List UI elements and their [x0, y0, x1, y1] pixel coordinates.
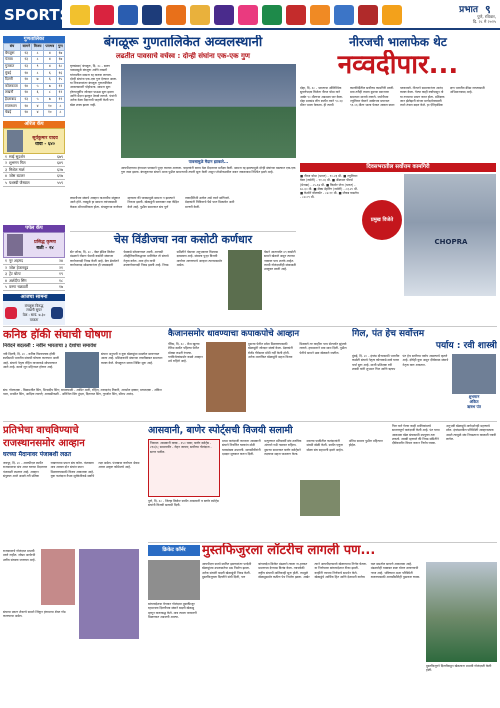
team-logo-icon: [262, 5, 282, 25]
stat-cell: ४: [43, 50, 56, 57]
stat-cell: ६: [32, 90, 44, 97]
rank: १: [5, 258, 7, 263]
neeraj-photo: [404, 174, 496, 296]
right-column-body: गिल याने गेल्या काही मालिकांमध्ये सातत्यपूर्ण फलंदाजी केली आहे. पंत याचा आक्रमक खेळ संघासाठी उपयुक्त ठरू शकतो. शास्त्री म्हणाले की निवड समितीने दीर्घकालीन विचार करून निर्णय घ्यावा. अनुभवी खेळाडूंचे मार्गदर्शनही महत्त्वाचे ठरेल. इंग्लंडमधील परिस्थिती आव्हानात्मक असते त्यामुळे संघ निवडताना काळजी घ्यावी लागेल.: [392, 424, 496, 446]
rank: ३: [5, 166, 7, 172]
story3-body: दोहा, दि. २८ - भारताचा ऑलिम्पिक सुवर्णपदक विजेता नीरज चोप्रा याने अखेर ९० मीटरचा अडथळा पार केला. दोहा डायमंड लीग स्पर्धेत त्याने ९०.२३ मीटर भाला फेकला. ही त्याची कारकीर्दीतील सर्वोत्तम कामगिरी ठरली. मात्र तरीही त्याला दुसऱ्या स्थानावर समाधान मानावे लागले. जर्मनीच्या ज्युलियन वेबरने अखेरच्या प्रयत्नात ९१.०६ मीटर भाला फेकत अव्वल स्थान पटकावले. नीरजने सामन्यानंतर आनंद व्यक्त केला. गेल्या काही वर्षांपासून तो या टप्प्याचा प्रयत्न करत होता. प्रशिक्षक जान झेलेझनी यांच्या मार्गदर्शनाखाली त्याने तंत्रात बदल केले. हा ऐतिहासिक क्षण भारतीय क्रीडा जगतासाठी अभिमानास्पद आहे.: [300, 86, 485, 108]
story9-body: आयपीएल स्पर्धा स्थगित झाल्यानंतर परदेशी खेळाडूंच्या उपलब्धतेचा प्रश्न निर्माण झाला. अनेक संघांनी बदली खेळाडूंची निवड केली. मुस्तफिजुरला दिल्लीने संधी दिली, पण बांगलादेश क्रिकेट मंडळाने त्याला ना-हरकत प्रमाणपत्र देण्यास विलंब केला. त्याचवेळी राष्ट्रीय संघाची मालिकाही सुरू होती. त्यामुळे खेळाडूसमोर कठीण पेच निर्माण झाला. अखेर त्याने आयपीएलमध्ये खेळण्याचा निर्णय घेतला. या निर्णयावर बांगलादेशात टीका झाली. काहींनी त्याच्या निर्णयाचे समर्थन केले. खेळाडूंचे आर्थिक हित आणि देशाप्रती कर्तव्य यात समतोल साधणे आवश्यक आहे. मंडळानेही याबाबत स्पष्ट धोरण ठरवण्याची गरज आहे. भविष्यात अशा परिस्थिती टाळण्यासाठी आयसीसीनेही पुढाकार घ्यावा.: [202, 562, 421, 579]
page-number: ९: [485, 3, 491, 16]
caption-line: अंकित: [469, 399, 479, 404]
col-header: संघ: [4, 44, 21, 51]
player-name: जोस बटलर: [9, 173, 25, 179]
stat-cell: ८: [32, 70, 44, 77]
stat-cell: १६: [56, 70, 64, 77]
story9-body-right: मुस्तफिजुरने दिल्लीकडून खेळताना प्रभावी गोलंदाजी केली होती.: [426, 664, 492, 673]
story1-subhead: लढतीत पावसाचे वर्चस्व : दोन्ही संघांना एक-एक गुण: [116, 52, 250, 60]
leaderboard-row: [3, 173, 65, 180]
story3-headline: नव्वदीपार...: [337, 50, 459, 80]
player-name: यशस्वी जैस्वाल: [9, 179, 30, 185]
story9-photo: [426, 562, 497, 662]
story6-headline-2: पर्याय : रवी शास्त्री: [435, 341, 497, 351]
leaderboard-row: [3, 154, 65, 161]
purple-cap-value: बळी - २४: [36, 246, 54, 251]
stat-cell: १८: [56, 63, 64, 70]
points-table-row: [4, 50, 65, 57]
team-name: बेंगळूरू: [4, 50, 21, 57]
stat-cell: ५: [32, 83, 44, 90]
rank: ५: [5, 179, 7, 185]
story8-body: प्रथम फलंदाजी करताना आसवानी संघाने निर्धारित षटकांत मोठी धावसंख्या उभारली. सलामीवीरांनी दमदार सुरुवात करून दिली. प्रत्युत्तरात प्रतिस्पर्धी संघ ठराविक अंतराने गडी गमावत राहिला. दुसऱ्या सामन्यात बाणेर स्पोर्ट्सने लक्ष्याचा सहज पाठलाग केला. मधल्या फळीतील फलंदाजांनी संयमी खेळी केली. स्पर्धेत एकूण सोळा संघ सहभागी झाले आहेत. अंतिम सामना पुढील महिन्यात होईल.: [222, 439, 383, 456]
story5-photo: [206, 342, 246, 412]
stat-cell: १४: [21, 109, 32, 116]
today-match-box: [3, 301, 65, 325]
story7-body-bottom: संघाचा प्रयत्न शेवटचे सामने जिंकून हंगामाचा शेवट गोड करण्याचा असेल.: [3, 610, 66, 619]
story2-photo: [228, 250, 262, 310]
team-name: दिल्ली: [4, 76, 21, 83]
leaderboard-row: [3, 180, 65, 187]
rank: २: [5, 160, 7, 166]
jersey-name: CHOPRA: [434, 238, 468, 246]
orange-cap-title: ऑरेंज कॅप: [3, 121, 65, 128]
team-logo-icon: [118, 5, 138, 25]
points-table-row: [4, 103, 65, 110]
team-logo-icon: [94, 5, 114, 25]
story9-body-left: बांगलादेशचा वेगवान गोलंदाज मुस्तफिजुर रहमानला दिल्लीच्या संघाने बदली खेळाडू म्हणून करारबद्ध केले. मात्र त्याला परवानगी मिळण्यात अडचणी आल्या.: [148, 602, 197, 619]
purple-cap-name: प्रसिद्ध कृष्णा: [34, 240, 56, 245]
stat-cell: ८: [32, 57, 44, 64]
points-table-header: [4, 44, 65, 51]
stat-cell: १०: [43, 109, 56, 116]
stat-cell: १५: [56, 76, 64, 83]
orange-cap-leader: [3, 128, 65, 154]
leaderboard-row: [3, 278, 65, 285]
team-logo-icon: [382, 5, 402, 25]
stat-cell: १४: [21, 90, 32, 97]
player-stat: १८: [59, 277, 63, 283]
stat-cell: ८: [32, 50, 44, 57]
stat-cell: ७: [43, 96, 56, 103]
story4-body-left: नवी दिल्ली, दि. २८ - कनिष्ठ विश्वचषक हॉकी स्पर्धेसाठी भारतीय संघाची घोषणा करण्यात आली आहे. संघाचे नेतृत्व रोहित याच्याकडे सोपवण्यात आले आहे. स्पर्धा जून महिन्यात होणार आहे.: [3, 352, 59, 369]
story4-body-bottom: संघ: गोलरक्षक - बिक्रमजीत सिंग, प्रिन्सदीप सिंग; बचावफळी - आमिर अली, रोहित, शारदानंद तिवारी, अनमोल इक्का; मध्यरक्षक - अंकित पाल, मनमीत सिंग, आदित्य लालगे; आघाडीफळी - अरिजित सिंग हुंदल, दिलराज सिंग, गुरजोत सिंग, सौरभ आनंद.: [3, 388, 162, 397]
player-name: मिशेल मार्श: [9, 166, 25, 172]
team-logo-icon: [190, 5, 210, 25]
story6-caption: [452, 394, 496, 409]
stat-cell: १३: [21, 50, 32, 57]
story5-body-right: दुसऱ्या फेरीत प्रवेश मिळवण्यासाठी खेळाडूंनी जोरदार संघर्ष केला. प्रेक्षकांनी रोलँड गॅरोसवर मोठी गर्दी केली होती. अनेक मानांकित खेळाडूंनी सहज विजय मिळवले तर काहींना पाच सेटपर्यंत झुंजावे लागले. हवामानाने मात्र साथ दिली. पुढील फेरीचे सामने उद्या खेळवले जातील.: [248, 342, 347, 359]
player-stat: ६२७: [57, 166, 63, 172]
story8-box: [148, 439, 220, 497]
story7-headline-2: राजस्थानसमोर आव्हान: [3, 438, 85, 449]
team-logo-icon: [310, 5, 330, 25]
points-table-row: [4, 57, 65, 64]
player-stat: १९: [59, 271, 63, 277]
stat-cell: ४: [43, 57, 56, 64]
story1-photo-caption: पावसामुळे मैदान झाकले...: [188, 159, 229, 164]
stat-cell: ६: [43, 76, 56, 83]
player-photo: [7, 130, 23, 152]
story6-headline-1: गिल, पंत हेच सर्वोत्तम: [352, 329, 425, 339]
story3-header: [300, 35, 496, 83]
orange-cap-list: [3, 154, 65, 187]
story1-body-cols: लखनौच्या संघाचे आव्हान याआधीच संपुष्टात आले होते. त्यामुळे हा सामना त्यांच्यासाठी केवळ औपचारिकता होता. बंगळूरूचा कर्णधार म्हणाला की पावसामुळे सामना न झाल्याने निराशा झाली. खेळाडूंनी सरावावर लक्ष केंद्रित केले आहे. पुढील सामन्यात संघ पूर्ण ताकदीनिशी उतरेल असे त्याने सांगितले. प्रेक्षकांनी तिकिटाचे पैसे परत मिळावेत अशी मागणी केली.: [70, 196, 235, 209]
leaderboard-row: [3, 258, 65, 265]
story2-headline: चेस विंडीजचा नवा कसोटी कर्णधार: [113, 233, 253, 246]
rank: १: [5, 153, 7, 159]
stat-cell: ६: [43, 70, 56, 77]
stat-cell: ७: [43, 83, 56, 90]
team-name: कोलकाता: [4, 83, 21, 90]
team-name: मुंबई: [4, 70, 21, 77]
stat-cell: १०: [43, 103, 56, 110]
story4-headline: कनिष्ठ हॉकी संघाची घोषणा: [3, 328, 112, 341]
stat-cell: ८: [43, 90, 56, 97]
player-stat: १७: [59, 284, 63, 290]
player-name: अर्शदीप सिंग: [9, 277, 27, 283]
today-match-line: बंगळूरू विरुद्ध: [24, 303, 44, 308]
stat-cell: १४: [21, 83, 32, 90]
team-logo-icon: [334, 5, 354, 25]
team-logo-icon: [5, 307, 17, 319]
stat-cell: १२: [56, 83, 64, 90]
story7-body-side: राजस्थानचे गोलंदाज प्रभावी ठरले नाहीत. जोफ्रा आर्चरची उणीव संघाला जाणवत आहे.: [3, 549, 36, 562]
divider: [3, 421, 497, 422]
stat-cell: ४: [43, 63, 56, 70]
story9-kicker: क्रिकेट कॉर्नर: [148, 545, 200, 556]
leaderboard-row: [3, 284, 65, 291]
col-header: विजय: [33, 44, 42, 49]
team-name: राजस्थान: [4, 103, 21, 110]
points-table: [3, 43, 65, 117]
player-name: वरुण चक्रवर्ती: [9, 284, 28, 290]
stat-cell: ४: [32, 103, 44, 110]
stat-cell: १४: [21, 76, 32, 83]
columnist-photo: [148, 560, 200, 600]
story4-subhead: निवेदने बदलली : नवीन भारताचा ३ देशांचा समावेश: [3, 343, 97, 349]
team-logo-icon: [70, 5, 90, 25]
neeraj-box-list: ■ नीरज चोप्रा (भारत) - ९०.२३ मी. ■ ज्युलियन वेबर (जर्मनी) - ९१.०६ मी. ■ अँडरसन पीटर्स (ग्रेनाडा) - ८५.६४ मी. ■ किशोर जेना (भारत) - ७८.६० मी. ■ मॅक्स डेहनिंग (जर्मनी) - ८३.२० मी. ■ केशॉर्न वॉलकॉट - ८४.११ मी. ■ जॅकब वाडलेच - ८४.०९ मी.: [300, 174, 359, 200]
section-title: SPORTS: [0, 0, 62, 30]
points-table-row: [4, 83, 65, 90]
stat-cell: १३: [21, 63, 32, 70]
story1-photo: [121, 64, 296, 158]
story7-photo-2: [79, 549, 139, 639]
stat-cell: ११: [56, 96, 64, 103]
story4-photo: [65, 352, 99, 388]
team-name: लखनौ: [4, 90, 21, 97]
stat-cell: ८: [56, 103, 64, 110]
story7-photo-1: [41, 549, 75, 605]
team-logo-icon: [214, 5, 234, 25]
points-table-row: [4, 96, 65, 103]
stat-cell: ४: [32, 109, 44, 116]
stat-cell: ९: [32, 63, 44, 70]
winners-badge: प्रमुख विजेते: [362, 200, 402, 240]
story8-photo: [300, 480, 340, 516]
orange-cap-value: धावा - ६४०: [34, 141, 56, 147]
story7-headline-1: प्रतिभेचा वाचविण्याचे: [3, 425, 79, 436]
rank: ५: [5, 284, 7, 290]
points-table-row: [4, 76, 65, 83]
player-name: साई सुदर्शन: [9, 153, 25, 159]
stat-cell: १७: [56, 57, 64, 64]
team-name: हैदराबाद: [4, 96, 21, 103]
stat-cell: १४: [21, 103, 32, 110]
team-name: गुजरात: [4, 63, 21, 70]
player-stat: ५५९: [57, 179, 63, 185]
purple-cap-leader: [3, 232, 65, 258]
player-stat: २४: [59, 258, 63, 263]
stat-cell: १४: [21, 70, 32, 77]
story6-body: मुंबई, दि. २८ - इंग्लंड दौऱ्यासाठी भारतीय कसोटी संघाचे नेतृत्व कोणाकडे द्यावे यावर चर्चा सुरू आहे. माजी प्रशिक्षक रवी शास्त्री यांनी शुभमन गिल आणि ऋषभ पंत हेच सर्वोत्तम पर्याय असल्याचे म्हटले आहे. दोघेही युवा असून दीर्घकाळ संघाचे नेतृत्व करू शकतात.: [352, 354, 449, 371]
story1-body-col: वृत्तसंस्था/ बंगळूरू, दि. २८ - सलग पावसामुळे बंगळूरू आणि लखनौ यांच्यातील सामना रद्द करावा लागला. दोन्ही संघांना एक-एक गुण देण्यात आला. या निकालानंतर बंगळूरू गुणतालिकेत अव्वलस्थानी पोहोचला. सामना सुरू होण्यापूर्वीच जोरदार पाऊस सुरू झाला आणि मैदान झाकून ठेवावे लागले. पंचांनी अनेक वेळा मैदानाची पाहणी केली पण खेळ शक्य झाला नाही.: [70, 64, 118, 107]
today-match-title: आजचा सामना: [3, 294, 65, 301]
team-name: चेन्नई: [4, 109, 21, 116]
dateline-day: पुणे, रविवार,: [477, 14, 496, 19]
player-photo: [7, 234, 23, 256]
divider: [3, 326, 497, 327]
player-name: जोश हेजलवूड: [9, 264, 29, 270]
team-logo-icon: [142, 5, 162, 25]
points-table-title: गुणतालिका: [3, 36, 65, 43]
points-table-row: [4, 63, 65, 70]
leaderboard-row: [3, 160, 65, 167]
story6-photo: [452, 354, 496, 394]
points-table-row: [4, 109, 65, 116]
story2-side-col: चेसने आतापर्यंत ४९ कसोटी सामने खेळले असून त्याच्या नावावर पाच शतके आहेत. त्याची गोलंदाजीही संघासाठी उपयुक्त ठरली आहे.: [264, 250, 296, 272]
team-logo-icon: [238, 5, 258, 25]
neeraj-box-title: दिवसभरातील सर्वोत्तम कामगिरी: [300, 163, 496, 172]
story5-body-left: पॅरिस, दि. २८ - फ्रेंच खुल्या टेनिस स्पर्धेत पहिल्या फेरीत मोठ्या लढती रंगल्या. गतविजेत्यांसमोर कडवे आव्हान उभे राहिले आहे.: [168, 342, 203, 364]
dateline-date: दि. २८ मे २०२५: [472, 19, 496, 24]
rank: २: [5, 264, 7, 270]
today-match-line: लखनौ सुपर: [26, 308, 42, 313]
rank: ४: [5, 277, 7, 283]
leaderboard-row: [3, 265, 65, 272]
story4-body-right: संघात अनुभवी व युवा खेळाडूंचा समतोल साधण्यात आला आहे. प्रशिक्षकांनी संघाच्या तयारीबाबत समाधान व्यक्त केले. बेंगळूरूत सराव शिबिर सुरू आहे.: [101, 352, 163, 365]
col-header: सामने: [22, 44, 30, 49]
stat-cell: १३: [21, 57, 32, 64]
player-stat: २१: [59, 264, 63, 270]
story9-headline: मुस्तफिजुरला लॉटरीच लागली पण...: [202, 543, 376, 558]
divider: [70, 231, 296, 232]
team-logo-icon: [166, 5, 186, 25]
page-header: [0, 0, 500, 30]
player-name: शुभमन गिल: [9, 160, 26, 166]
story5-headline: कैजानसमोर धावण्याचा कपाकपोचे आव्हान: [168, 329, 300, 339]
player-name: नूर अहमद: [9, 258, 24, 263]
player-stat: ६४९: [57, 160, 63, 166]
story7-body: जयपूर, दि. २८ - आयपीएल स्पर्धेत राजस्थानचा संघ आज घरच्या मैदानावर पंजाबशी लढणार आहे. आव्हान संपुष्टात आले असले तरी प्रतिष्ठा राखण्याचा प्रयत्न संघ करेल. पंजाबला मात्र अव्वल दोन संघांत स्थान मिळवण्यासाठी विजय आवश्यक आहे. युवा फलंदाज वैभव सूर्यवंशीकडे सर्वांचे लक्ष असेल. पंजाबचा कर्णधार श्रेयस अय्यर उत्कृष्ट फॉर्ममध्ये आहे.: [3, 461, 140, 478]
stat-cell: १२: [56, 90, 64, 97]
story3-kicker: नीरजची भालाफेक थेट: [349, 35, 447, 49]
team-logo-icon: [286, 5, 306, 25]
stat-cell: ७: [32, 76, 44, 83]
player-stat: ६१७: [57, 173, 63, 179]
points-table-row: [4, 90, 65, 97]
story8-body-left: पुणे, दि. २८ - जिल्हा क्रिकेट स्पर्धेत आसवानी व बाणेर स्पोर्ट्स संघांनी विजयी सलामी दिली.: [148, 499, 219, 508]
player-stat: ६७९: [57, 153, 63, 159]
team-name: पंजाब: [4, 57, 21, 64]
team-logo-icon: [358, 5, 378, 25]
newspaper-brand: प्रभात: [459, 5, 478, 15]
purple-cap-title: पर्पल कॅप: [3, 225, 65, 232]
dateline: [430, 14, 496, 24]
stat-cell: १३: [21, 96, 32, 103]
leaderboard-row: [3, 271, 65, 278]
caption-line: शुभमान: [468, 394, 480, 399]
col-header: पराभव: [45, 44, 55, 49]
today-match-time: वेळ : सायं. ७.३० वाजता: [22, 312, 46, 322]
caption-line: ऋषभ पंत: [467, 404, 481, 409]
team-logo-icon: [51, 307, 63, 319]
story1-body-bottom: आयपीएलच्या हंगामात पावसाने पुन्हा व्यत्यय आणला. चाहत्यांनी बराच वेळ मैदानावर प्रतीक्षा केली. सामना रद्द झाल्यामुळे दोन्ही संघांच्या खात्यात एक-एक गुण जमा झाला. बंगळूरूच्या संघाने आता पुढील सामन्याची तयारी सुरू केली असून प्लेऑफमधील स्थान जवळपास निश्चित झाले आहे.: [121, 166, 296, 175]
story8-headline: आसवानी, बाणेर स्पोर्ट्सची विजयी सलामी: [148, 425, 293, 436]
story1-headline: बंगळूरू गुणतालिकेत अव्वलस्थानी: [103, 35, 263, 50]
story7-subhead: घरच्या मैदानावर पंजाबशी लढत: [3, 451, 72, 458]
points-table-row: [4, 70, 65, 77]
leaderboard-row: [3, 167, 65, 174]
story2-body: सेंट जॉन्स, दि. २८ - वेस्ट इंडिज क्रिकेट मंडळाने रॉस्टन चेसची कसोटी संघाच्या कर्णधारपदी निवड केली आहे. क्रेग ब्रेथवेटने कर्णधारपद सोडल्यानंतर ही जबाबदारी चेसकडे सोपवण्यात आली. आगामी ऑस्ट्रेलियाविरुद्धच्या मालिकेत तो संघाचे नेतृत्व करेल. शाय होप याची उपकर्णधारपदी निवड झाली आहे. निवड समितीने चेसच्या अनुभवावर विश्वास दाखवला आहे. संघाला पुन्हा विजयी मार्गावर आणण्याचे आव्हान त्याच्यासमोर असेल.: [70, 250, 223, 267]
rank: ४: [5, 173, 7, 179]
stat-cell: ८: [56, 109, 64, 116]
stat-cell: ५: [32, 96, 44, 103]
col-header: गुण: [58, 44, 63, 49]
purple-cap-list: [3, 258, 65, 291]
stat-cell: १७: [56, 50, 64, 57]
player-name: ट्रेंट बोल्ट: [9, 271, 21, 277]
story8-box-text: निकाल: आसवानी क्लब - २५० धावा; बाणेर स्पोर्ट्स - २१४/६; सामनावीर - रोहन जाधव; सर्वोत्तम गोलंदाज - सागर पाटील.: [150, 441, 212, 454]
rank: ३: [5, 271, 7, 277]
orange-cap-name: सूर्यकुमार यादव: [32, 135, 58, 141]
